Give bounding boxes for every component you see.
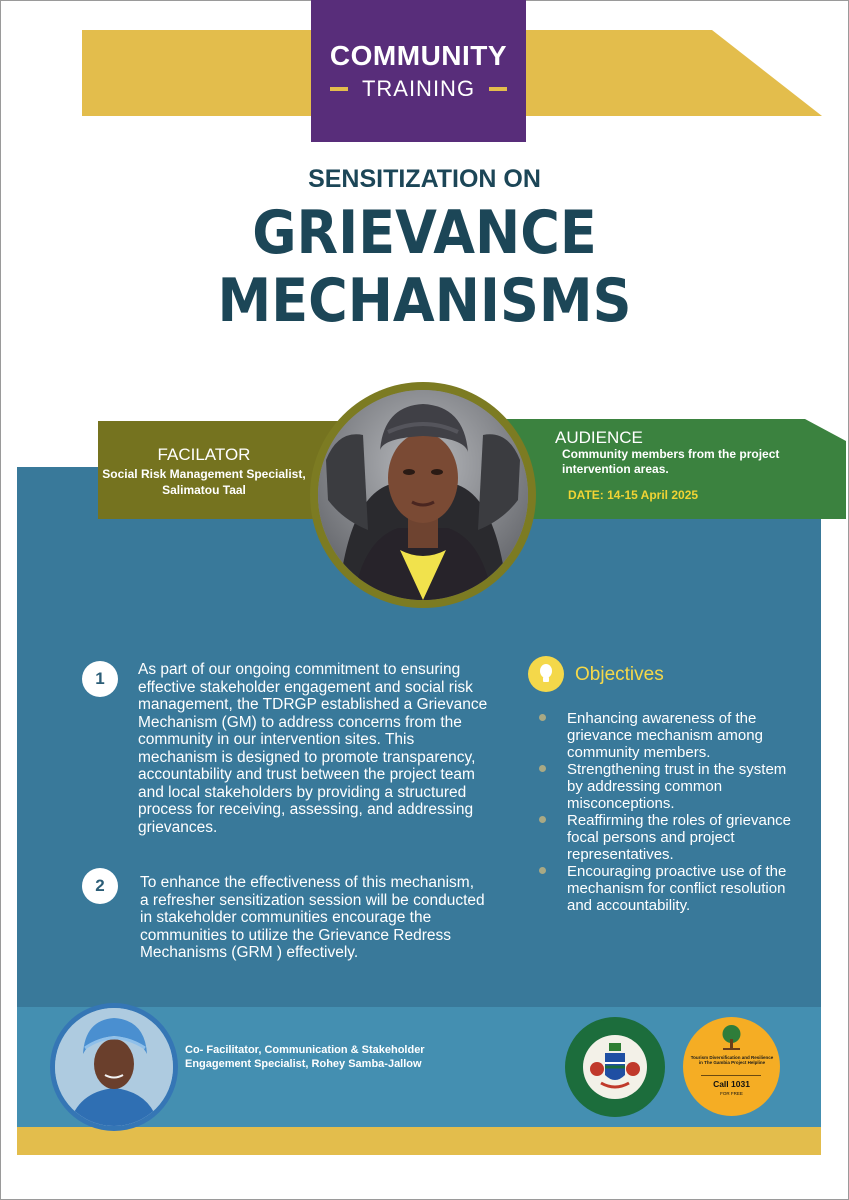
- objective-text: Strengthening trust in the system by addressing common misconceptions.: [567, 761, 787, 812]
- bullet-icon: [539, 816, 546, 823]
- facilitator-name: Social Risk Management Specialist, Salimatou Taal: [102, 467, 306, 497]
- audience-heading: AUDIENCE: [555, 428, 643, 447]
- point-text-1: As part of our ongoing commitment to ensuring effective stakeholder engagement and social risk management, the TDRGP established a Grievance Mechanism (GM) to address concerns from the community in our intervention sites. This mechanism is designed to promote transparency, accountability and trust between the project team and local stakeholders by providing a structured process for receiving, assessing, and addressing grievances.: [138, 661, 488, 836]
- helpline-divider: [701, 1075, 761, 1076]
- objective-item: [537, 863, 797, 914]
- facilitator-heading: FACILATOR: [157, 445, 251, 464]
- co-facilitator-text: Co- Facilitator, Communication & Stakeholder Engagement Specialist, Rohey Samba-Jallow: [185, 1044, 425, 1070]
- dash-right: [489, 87, 507, 91]
- bullet-icon: [539, 867, 546, 874]
- footer-gold-band: [17, 1127, 821, 1155]
- event-date: DATE: 14-15 April 2025: [568, 488, 699, 502]
- helpline-badge: [683, 1017, 780, 1116]
- header-community: COMMUNITY: [329, 40, 508, 71]
- lightbulb-icon: [528, 656, 564, 692]
- bullet-icon: [539, 765, 546, 772]
- point-number-1: 1: [82, 661, 118, 697]
- blue-panel-extension: [529, 533, 821, 543]
- objective-text: Encouraging proactive use of the mechanism for conflict resolution and accountability.: [567, 863, 787, 914]
- title-line-2: MECHANISMS: [217, 266, 632, 336]
- helpline-free: FOR FREE: [720, 1091, 743, 1096]
- point-text-2: To enhance the effectiveness of this mechanism, a refresher sensitization session will be conducted in stakeholder communities encourage the communities to utilize the Grievance Redress Mechanisms (GRM ) effectively.: [140, 874, 485, 961]
- title-line-1: GRIEVANCE: [252, 198, 597, 268]
- objectives-list: [537, 710, 797, 914]
- dash-left: [330, 87, 348, 91]
- helpline-call: Call 1031: [713, 1079, 750, 1089]
- objectives-heading: Objectives: [575, 664, 664, 685]
- objective-item: [537, 812, 797, 863]
- helpline-title: Tourism Diversification and Resilience in The Gambia Project Helpline: [690, 1055, 774, 1065]
- objective-text: Enhancing awareness of the grievance mechanism among community members.: [567, 710, 763, 761]
- bullet-icon: [539, 714, 546, 721]
- audience-text: Community members from the project intervention areas.: [562, 447, 780, 476]
- ministry-seal-logo: [565, 1017, 665, 1117]
- header-training-row: [311, 76, 526, 102]
- facilitator-portrait: [318, 390, 528, 600]
- subtitle: SENSITIZATION ON: [308, 165, 541, 193]
- point-number-2: 2: [82, 868, 118, 904]
- objective-item: [537, 761, 797, 812]
- objective-text: Reaffirming the roles of grievance focal persons and project representatives.: [567, 812, 792, 863]
- co-facilitator-portrait: [55, 1008, 173, 1126]
- header-training: TRAINING: [361, 76, 476, 101]
- audience-band: [495, 419, 846, 535]
- objective-item: [537, 710, 797, 761]
